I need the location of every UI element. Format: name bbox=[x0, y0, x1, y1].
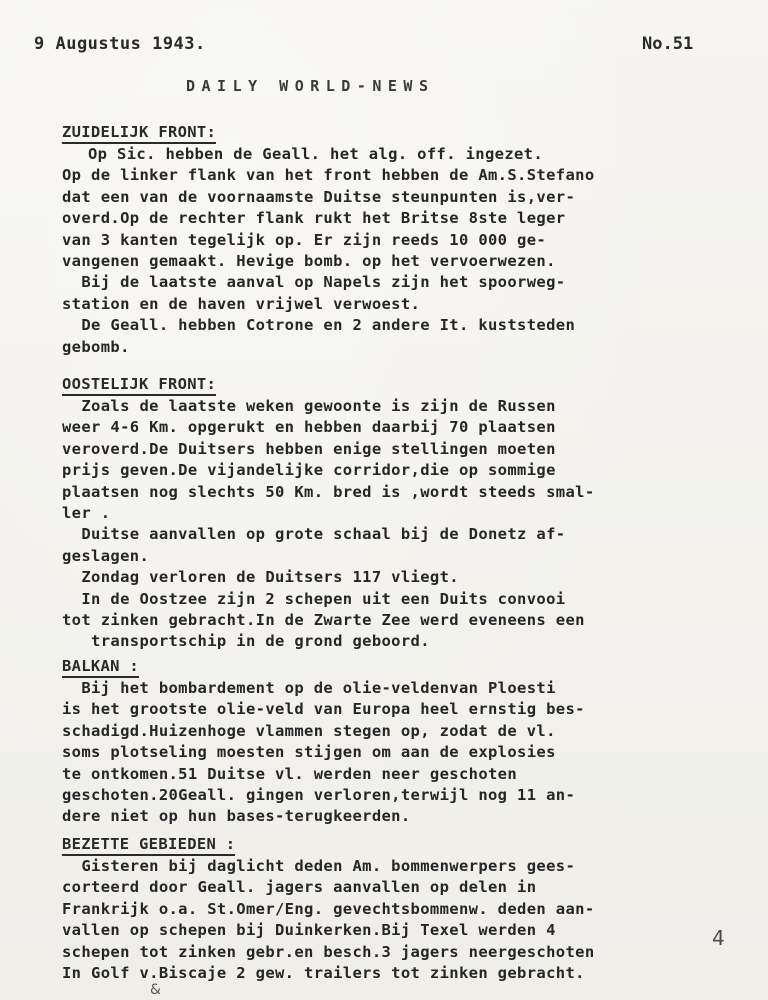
text-line: Op Sic. hebben de Geall. het alg. off. ingezet. bbox=[88, 145, 544, 163]
section-oostelijk-front bbox=[62, 374, 752, 653]
text-line: station en de haven vrijwel verwoest. bbox=[62, 294, 421, 313]
section-balkan bbox=[62, 656, 752, 828]
text-line: De Geall. hebben Cotrone en 2 andere It. kuststeden bbox=[62, 316, 576, 335]
text-line: Bij de laatste aanval op Napels zijn het spoorweg- bbox=[62, 273, 566, 292]
text-line: transportschip in de grond geboord. bbox=[62, 632, 430, 651]
bulletin-date: 9 Augustus 1943. bbox=[34, 34, 206, 54]
text-line: In Golf v.Biscaje 2 gew. trailers tot zinken gebracht. bbox=[62, 964, 585, 983]
section-zuidelijk-front bbox=[62, 122, 752, 358]
text-line: vallen op schepen bij Duinkerken.Bij Texel werden 4 bbox=[62, 921, 556, 940]
text-line: Gisteren bij daglicht deden Am. bommenwerpers gees- bbox=[62, 857, 576, 875]
section-title: BALKAN : bbox=[62, 657, 139, 678]
text-line: Op de linker flank van het front hebben de Am.S.Stefano bbox=[62, 166, 595, 185]
text-line: Zoals de laatste weken gewoonte is zijn de Russen bbox=[62, 397, 556, 415]
text-line: geslagen. bbox=[62, 546, 150, 565]
masthead-title: DAILY WORLD-NEWS bbox=[186, 77, 435, 95]
text-line: tot zinken gebracht.In de Zwarte Zee werd eveneens een bbox=[62, 611, 585, 630]
section-title: BEZETTE GEBIEDEN : bbox=[62, 835, 235, 856]
text-line: Bij het bombardement op de olie-veldenvan Ploesti bbox=[62, 679, 556, 697]
text-line: weer 4-6 Km. opgerukt en hebben daarbij 70 plaatsen bbox=[62, 418, 556, 437]
bottom-margin-mark: & bbox=[150, 982, 161, 998]
text-line: van 3 kanten tegelijk op. Er zijn reeds 10 000 ge- bbox=[62, 230, 547, 249]
section-title: ZUIDELIJK FRONT: bbox=[62, 123, 216, 144]
section-title: OOSTELIJK FRONT: bbox=[62, 375, 216, 396]
text-line: overd.Op de rechter flank rukt het Britse 8ste leger bbox=[62, 209, 566, 228]
section-bezette-gebieden bbox=[62, 834, 752, 984]
text-line: gebomb. bbox=[62, 337, 130, 356]
text-line: Frankrijk o.a. St.Omer/Eng. gevechtsbommenw. deden aan- bbox=[62, 899, 595, 918]
text-line: te ontkomen.51 Duitse vl. werden neer geschoten bbox=[62, 764, 518, 783]
text-line: veroverd.De Duitsers hebben enige stellingen moeten bbox=[62, 439, 556, 458]
text-line: vangenen gemaakt. Hevige bomb. op het vervoerwezen. bbox=[62, 252, 556, 271]
bulletin-number: No.51 bbox=[642, 34, 694, 54]
text-line: dere niet op hun bases-terugkeerden. bbox=[62, 807, 411, 826]
text-line: soms plotseling moesten stijgen om aan de explosies bbox=[62, 743, 556, 762]
text-line: prijs geven.De vijandelijke corridor,die op sommige bbox=[62, 461, 556, 480]
text-line: In de Oostzee zijn 2 schepen uit een Duits convooi bbox=[62, 589, 566, 608]
text-line: geschoten.20Geall. gingen verloren,terwijl nog 11 an- bbox=[62, 786, 576, 805]
text-line: Duitse aanvallen op grote schaal bij de Donetz af- bbox=[62, 525, 566, 544]
text-line: schadigd.Huizenhoge vlammen stegen op, zodat de vl. bbox=[62, 721, 556, 740]
handwritten-page-number: 4 bbox=[712, 926, 725, 950]
text-line: Zondag verloren de Duitsers 117 vliegt. bbox=[62, 568, 459, 587]
text-line: is het grootste olie-veld van Europa heel ernstig bes- bbox=[62, 700, 585, 719]
text-line: schepen tot zinken gebr.en besch.3 jagers neergeschoten bbox=[62, 942, 595, 961]
text-line: plaatsen nog slechts 50 Km. bred is ,wordt steeds smal- bbox=[62, 482, 595, 501]
text-line: dat een van de voornaamste Duitse steunpunten is,ver- bbox=[62, 187, 576, 206]
text-line: corteerd door Geall. jagers aanvallen op delen in bbox=[62, 878, 537, 897]
text-line: ler . bbox=[62, 504, 111, 523]
